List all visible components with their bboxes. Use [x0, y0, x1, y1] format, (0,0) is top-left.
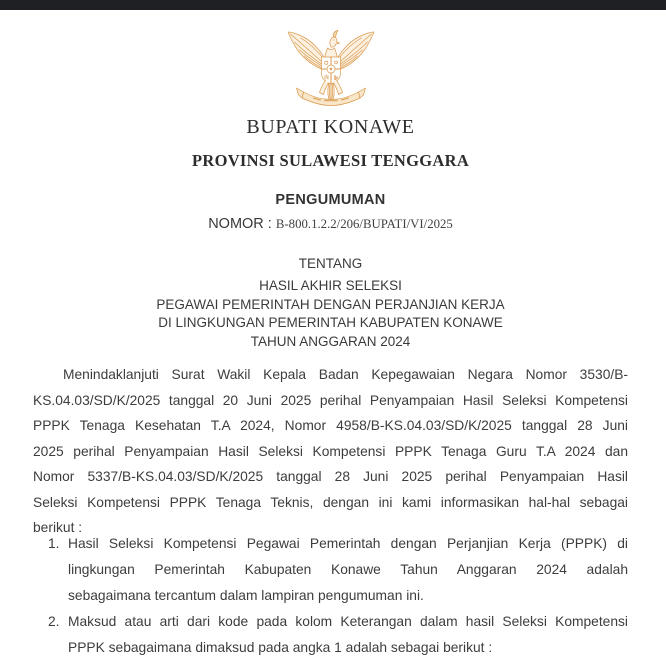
paragraph-line: Menindaklanjuti Surat Wakil Kepala Badan Kepegawaian Negara Nomor 3530/B-: [63, 367, 628, 383]
paragraph-line: Nomor 5337/B-KS.04.03/SD/K/2025 tanggal 28 Juni 2025 perihal Penyampaian Hasil: [33, 469, 628, 485]
list-item-number: 2.: [48, 613, 60, 629]
list-item-line: Hasil Seleksi Kompetensi Pegawai Pemerintah dengan Perjanjian Kerja (PPPK) di: [68, 535, 628, 551]
numbered-list: [33, 531, 628, 661]
list-item: [33, 609, 628, 661]
issuer-title: BUPATI KONAWE: [246, 116, 415, 138]
announcement-number-value: B-800.1.2.2/206/BUPATI/VI/2025: [275, 217, 453, 232]
list-item-line: PPPK sebagaimana dimaksud pada angka 1 adalah sebagai berikut :: [68, 639, 493, 655]
issuer-subtitle: PROVINSI SULAWESI TENGGARA: [191, 151, 470, 171]
list-item-line: lingkungan Pemerintah Kabupaten Konawe Tahun Anggaran 2024 adalah: [68, 561, 628, 577]
list-item-line: sebagaimana tercantum dalam lampiran pengumuman ini.: [68, 587, 424, 603]
emblem-container: [33, 27, 628, 109]
announcement-heading: PENGUMUMAN: [275, 192, 386, 209]
subject-line: TAHUN ANGGARAN 2024: [250, 333, 411, 349]
announcement-number-line: [33, 216, 628, 233]
list-item-number: 1.: [48, 535, 60, 551]
paragraph-line: PPPK Tenaga Kesehatan T.A 2024, Nomor 4958/B-KS.04.03/SD/K/2025 tanggal 28 Juni: [33, 418, 628, 434]
paragraph-line: 2025 perihal Penyampaian Hasil Seleksi Kompetensi PPPK Tenaga Guru T.A 2024 dan: [33, 443, 628, 459]
list-item-text: [68, 609, 628, 661]
document-page: [0, 10, 666, 655]
paragraph-line: Seleksi Kompetensi PPPK Tenaga Teknis, dengan ini kami informasikan hal-hal sebagai: [33, 494, 628, 510]
list-item: [33, 531, 628, 609]
subject-line: HASIL AKHIR SELEKSI: [259, 278, 402, 294]
viewer-top-bar: [0, 0, 666, 10]
announcement-number-label: NOMOR :: [208, 216, 272, 233]
subject-line: DI LINGKUNGAN PEMERINTAH KABUPATEN KONAWE: [158, 315, 503, 331]
opening-paragraph: [33, 362, 628, 541]
list-item-line: Maksud atau arti dari kode pada kolom Keterangan dalam hasil Seleksi Kompetensi: [68, 613, 628, 629]
subject-line: PEGAWAI PEMERINTAH DENGAN PERJANJIAN KERJA: [156, 296, 505, 312]
paragraph-line: KS.04.03/SD/K/2025 tanggal 20 Juni 2025 perihal Penyampaian Hasil Seleksi Kompetensi: [33, 392, 628, 408]
garuda-pancasila-emblem: [283, 27, 379, 109]
paragraph-line: berikut :: [33, 520, 83, 536]
subject-block: [33, 277, 628, 351]
list-item-text: [68, 531, 628, 609]
about-label: TENTANG: [298, 256, 363, 272]
